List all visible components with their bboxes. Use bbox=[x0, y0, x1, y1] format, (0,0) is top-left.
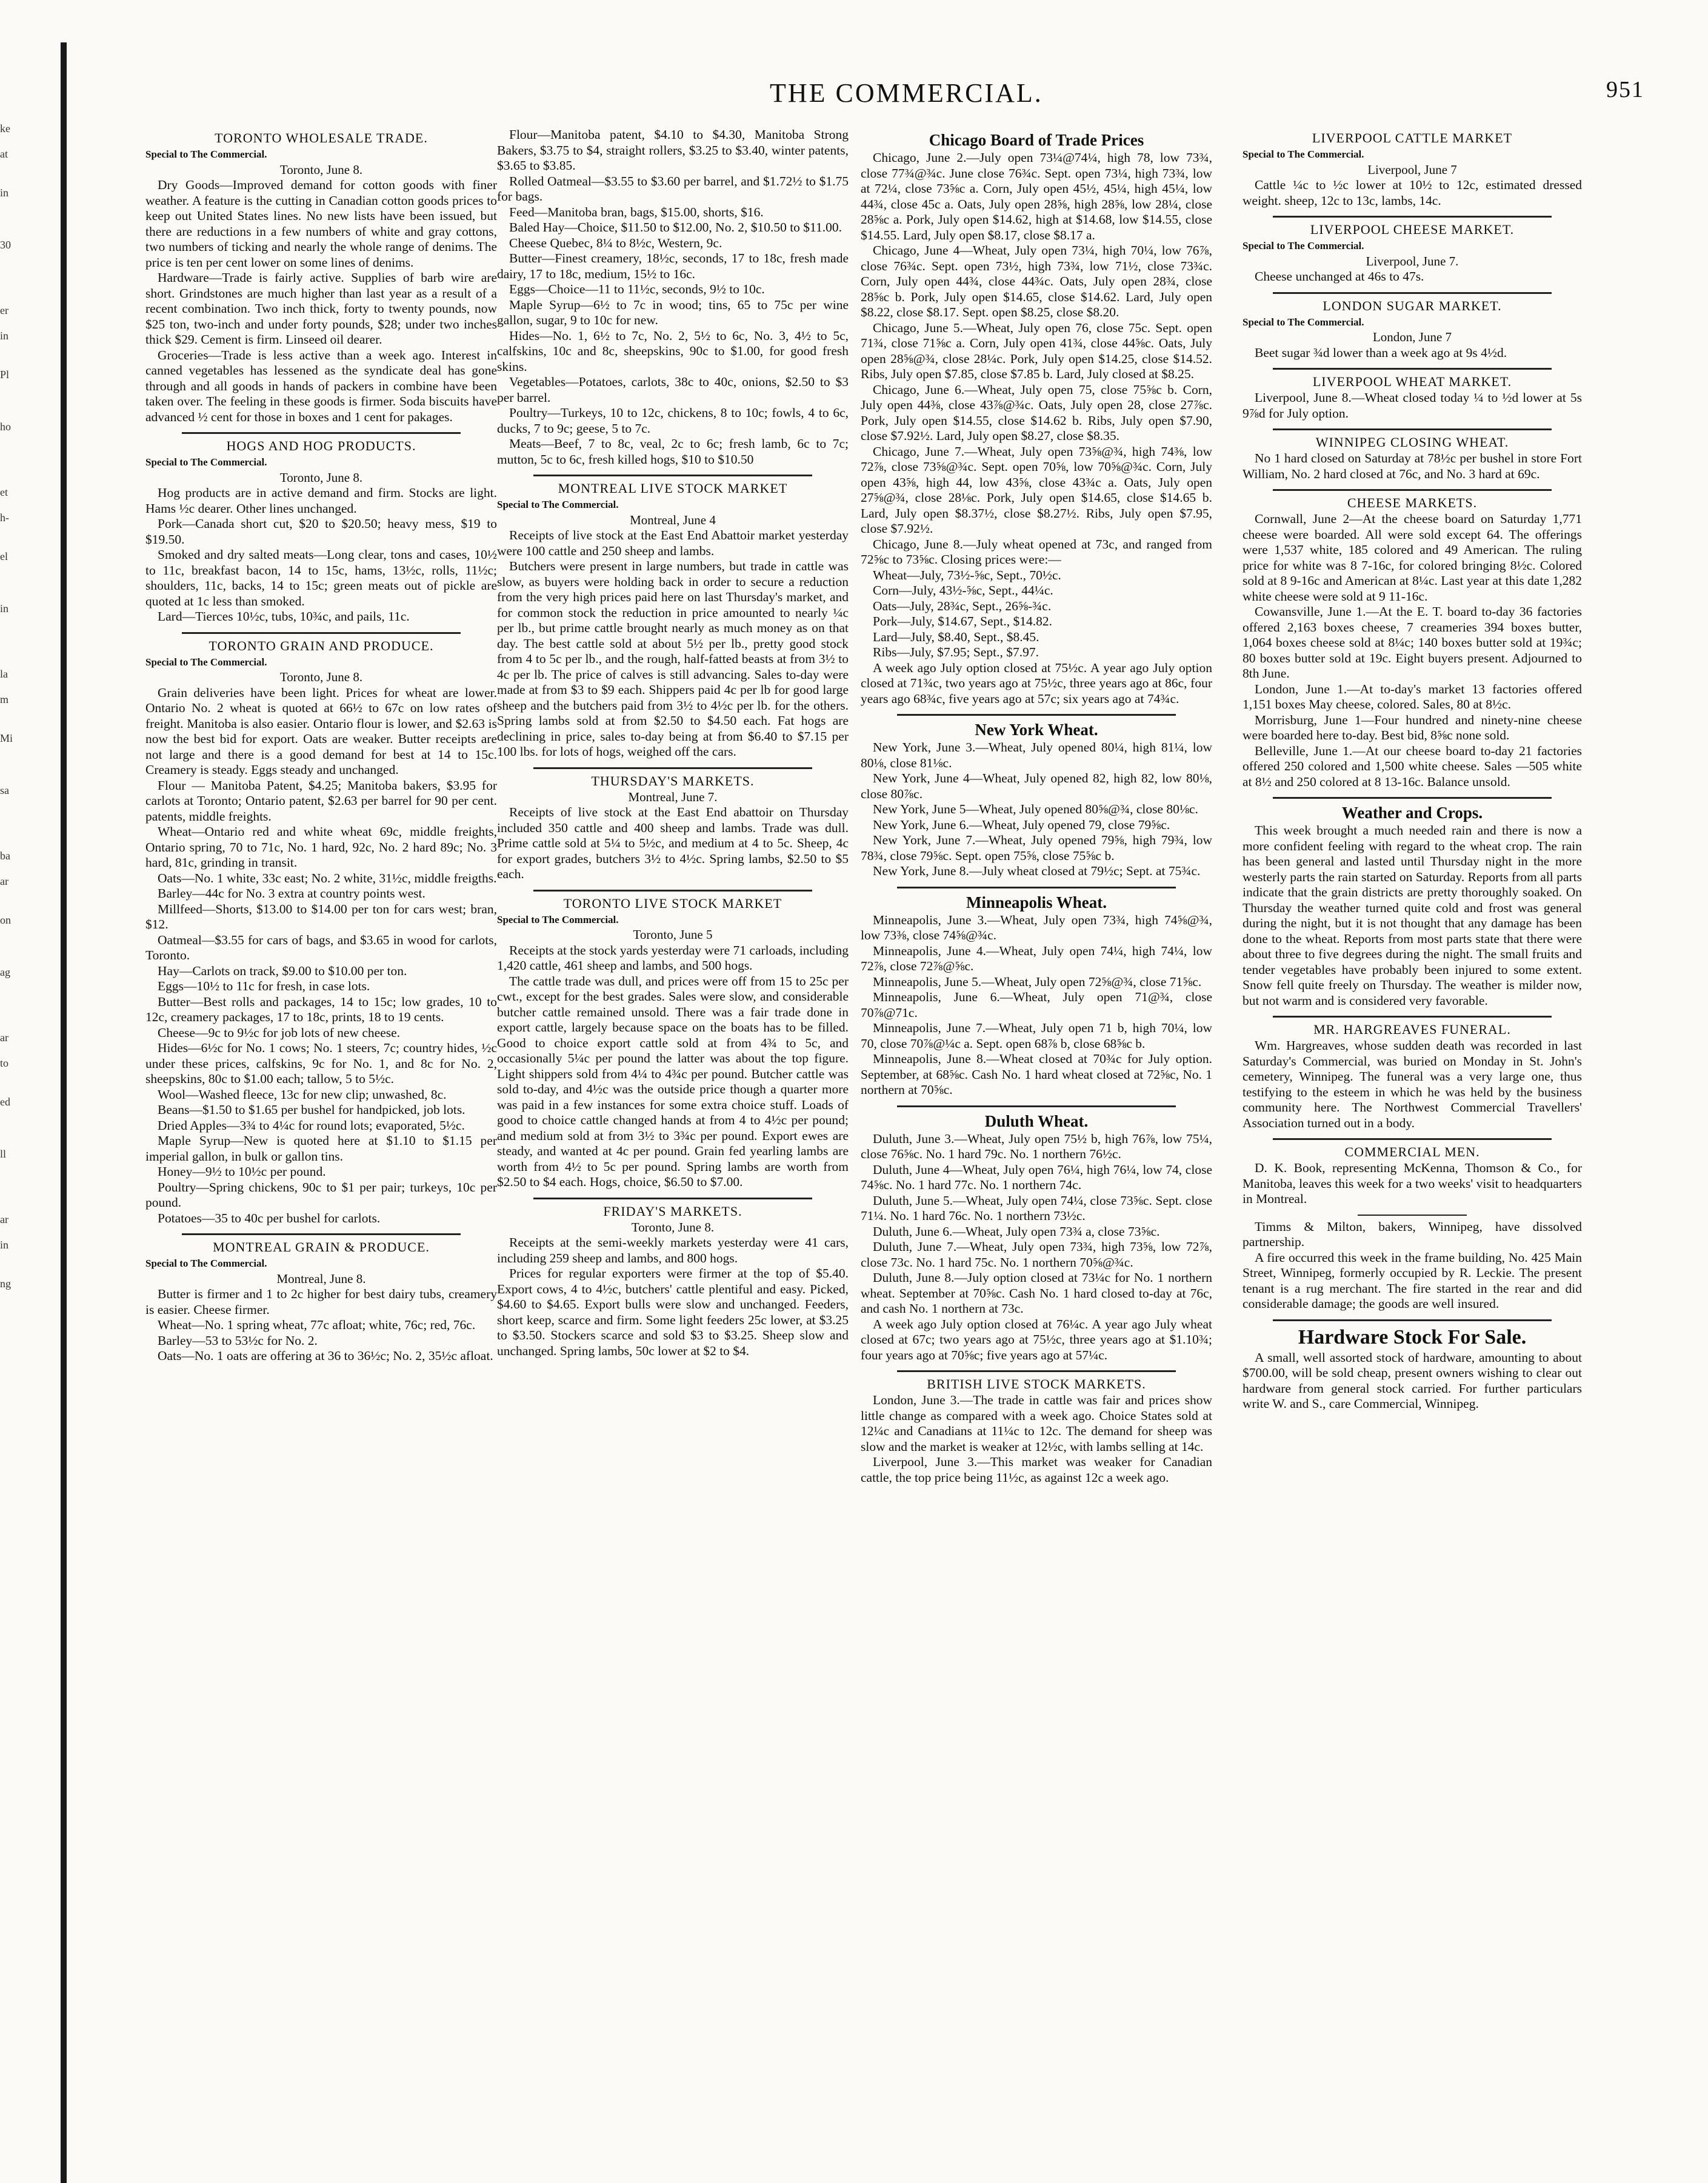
article-paragraph: No 1 hard closed on Saturday at 78½c per bushel in store Fort William, No. 2 hard closed at 76c, and No. 3 hard at 69c. bbox=[1243, 451, 1582, 481]
section-divider bbox=[1273, 292, 1552, 294]
article-byline: Special to The Commercial. bbox=[497, 499, 619, 510]
section-divider bbox=[1273, 216, 1552, 218]
article-paragraph: Butchers were present in large numbers, but trade in cattle was slow, as buyers were holding back in order to secure a reduction from the very high prices paid here on last Thursday's market, and for common stock the reduction in price amounted to nearly ¼c per lb., but prime cattle brought nearly as much money as on that day. The best cattle sold at about 5½ per lb., pretty good stock from 4 to 5c per lb., and the rough, half-fatted beasts at from 3½ to 4c per lb. The price of calves is still advancing. Sales to-day were made at from $3 to $9 each. Shippers paid 4c per lb for good large sheep and the butchers paid from 3½ to 4½c per lb. for the others. Spring lambs sold at from $2.50 to $4.50 each. Fat hogs are declining in price, sales to-day being at from $6.40 to $7.15 per 100 lbs. for lots of hogs, weighed off the cars. bbox=[497, 559, 849, 759]
section-divider bbox=[897, 887, 1176, 888]
article-paragraph: Chicago, June 6.—Wheat, July open 75, close 75⅝c b. Corn, July open 44⅜, close 43⅞@¾c. Oats, July open 28, close 27⅞c. Pork, July open $14.55, close $14.62 b. Ribs, July open $7.90, close $7.92½. Lard, July open $8.27, close $8.35. bbox=[861, 382, 1212, 443]
article-paragraph: Wheat—No. 1 spring wheat, 77c afloat; white, 76c; red, 76c. bbox=[158, 1318, 476, 1332]
article-dateline: Montreal, June 8. bbox=[276, 1271, 366, 1286]
article-dateline: London, June 7 bbox=[1372, 330, 1452, 344]
article-dateline: Montreal, June 4 bbox=[630, 512, 716, 527]
section-divider bbox=[182, 632, 461, 634]
article bbox=[861, 887, 1212, 1098]
article-paragraph: Butter—Finest creamery, 18½c, seconds, 17 to 18c, fresh made dairy, 17 to 18c, medium, 15½ to 16c. bbox=[497, 251, 849, 281]
article-paragraph: Cheese unchanged at 46s to 47s. bbox=[1255, 269, 1424, 284]
article bbox=[145, 432, 497, 625]
article-dateline: Toronto, June 5 bbox=[633, 927, 713, 942]
article-paragraph: Corn—July, 43½-⅝c, Sept., 44¼c. bbox=[873, 583, 1053, 598]
article-paragraph: Honey—9½ to 10½c per pound. bbox=[158, 1164, 326, 1179]
article-headline: New York Wheat. bbox=[975, 721, 1098, 739]
article bbox=[1243, 1016, 1582, 1131]
article-paragraph: Rolled Oatmeal—$3.55 to $3.60 per barrel, and $1.72½ to $1.75 for bags. bbox=[497, 173, 849, 204]
article-paragraph: New York, June 4—Wheat, July opened 82, high 82, low 80⅛, close 80⅞c. bbox=[861, 771, 1212, 801]
article-paragraph: Timms & Milton, bakers, Winnipeg, have dissolved partnership. bbox=[1243, 1219, 1582, 1249]
article bbox=[497, 890, 849, 1190]
article bbox=[1243, 489, 1582, 790]
article-paragraph: Chicago, June 5.—Wheat, July open 76, close 75c. Sept. open 71¾, close 71⅝c a. Corn, July open 41¾, close 44⅝c. Oats, July open 28⅝@¾, close 28¼c. Pork, July open $14.25, close $14.52. Ribs, July open $7.85, close $7.85 b. Lard, July closed at $8.25. bbox=[861, 320, 1212, 381]
article-paragraph: London, June 3.—The trade in cattle was fair and prices show little change as compared with a week ago. Choice States sold at 12¼c and Canadians at 11¼c to 12c. The demand for sheep was slow and the market is weaker at 12½c, with lambs selling at 14c. bbox=[861, 1393, 1212, 1454]
article bbox=[1243, 216, 1582, 285]
article-paragraph: London, June 1.—At to-day's market 13 factories offered 1,151 boxes May cheese, colored. Sales, 80 at 8½c. bbox=[1243, 681, 1582, 712]
article-paragraph: Cattle ¼c to ½c lower at 10½ to 12c, estimated dressed weight. sheep, 12c to 13c, lambs, 14c. bbox=[1243, 178, 1582, 208]
section-divider bbox=[533, 890, 812, 892]
article-paragraph: Oats—No. 1 white, 33c east; No. 2 white, 31½c, middle freigths. bbox=[158, 870, 497, 885]
article-paragraph: Dry Goods—Improved demand for cotton goods with finer weather. A feature is the cutting in Canadian cotton goods prices to keep out United States lines. No new lists have been issued, but there are reductions in a few numbers of white and gray cottons, two numbers of ticking and nearly the whole range of denims. The price is ten per cent lower on some lines of denims. bbox=[145, 178, 497, 270]
article-headline: Chicago Board of Trade Prices bbox=[929, 131, 1144, 149]
article bbox=[145, 632, 497, 1227]
article-headline: Minneapolis Wheat. bbox=[966, 893, 1107, 912]
gutter-fragment: in bbox=[0, 330, 9, 342]
article-paragraph: Wheat—July, 73½-⅝c, Sept., 70½c. bbox=[873, 567, 1061, 582]
article-headline: Weather and Crops. bbox=[1341, 804, 1483, 822]
article-paragraph: Minneapolis, June 4.—Wheat, July open 74¼, high 74¼, low 72⅞, close 72⅞@⅝c. bbox=[861, 943, 1212, 973]
article-paragraph: Morrisburg, June 1—Four hundred and ninety-nine cheese were boarded here to-day. Best bid, 8⅝c none sold. bbox=[1243, 712, 1582, 742]
article-paragraph: Chicago, June 8.—July wheat opened at 73c, and ranged from 72⅝c to 73⅝c. Closing prices were:— bbox=[861, 536, 1212, 567]
article-paragraph: Liverpool, June 3.—This market was weaker for Canadian cattle, the top price being 11½c, as against 12c a week ago. bbox=[861, 1455, 1212, 1485]
section-divider bbox=[1358, 1215, 1467, 1216]
article-paragraph: Minneapolis, June 3.—Wheat, July open 73¾, high 74⅝@¾, low 73⅜, close 74⅝@¾c. bbox=[861, 912, 1212, 942]
article bbox=[1243, 1138, 1582, 1207]
gutter-fragment: ll bbox=[0, 1148, 7, 1160]
article-paragraph: Maple Syrup—6½ to 7c in wood; tins, 65 to 75c per wine gallon, sugar, 9 to 10c for new. bbox=[497, 297, 849, 327]
article-headline: LIVERPOOL CATTLE MARKET bbox=[1312, 130, 1513, 145]
article-paragraph: A fire occurred this week in the frame building, No. 425 Main Street, Winnipeg, formerly occupied by R. Leckie. The present tenant is a rug merchant. The fire started in the rear and did considerable damage; the goods are well insured. bbox=[1243, 1250, 1582, 1311]
article-paragraph: Duluth, June 5.—Wheat, July open 74¼, close 73⅝c. Sept. close 71¼. No. 1 hard 76c. No. 1 northern 73½c. bbox=[861, 1193, 1212, 1223]
gutter-fragment: m bbox=[0, 693, 9, 705]
article-paragraph: Hay—Carlots on track, $9.00 to $10.00 per ton. bbox=[158, 963, 407, 978]
article bbox=[497, 475, 849, 760]
article-paragraph: Receipts at the stock yards yesterday were 71 carloads, including 1,420 cattle, 461 sheep and lambs, and 500 hogs. bbox=[497, 942, 849, 973]
article-paragraph: Liverpool, June 8.—Wheat closed today ¼ to ½d lower at 5s 9⅞d for July option. bbox=[1243, 390, 1582, 421]
article-byline: Special to The Commercial. bbox=[1243, 148, 1364, 160]
article bbox=[497, 127, 849, 467]
article bbox=[497, 767, 849, 882]
article-headline: WINNIPEG CLOSING WHEAT. bbox=[1315, 435, 1509, 450]
article bbox=[1243, 428, 1582, 482]
gutter-fragment: on bbox=[0, 914, 11, 926]
gutter-fragment: Mi bbox=[0, 732, 13, 744]
article-headline: Hardware Stock For Sale. bbox=[1298, 1325, 1527, 1348]
gutter-fragment: ar bbox=[0, 875, 8, 887]
article-headline: TORONTO GRAIN AND PRODUCE. bbox=[208, 638, 434, 653]
gutter-fragment: in bbox=[0, 1239, 9, 1251]
adjacent-page-fragment bbox=[0, 121, 121, 2182]
article-paragraph: Dried Apples—3¾ to 4¼c for round lots; evaporated, 5½c. bbox=[158, 1118, 465, 1133]
article-dateline: Toronto, June 8. bbox=[279, 670, 363, 684]
article-headline: MONTREAL LIVE STOCK MARKET bbox=[558, 481, 788, 496]
article-headline: LIVERPOOL CHEESE MARKET. bbox=[1310, 222, 1515, 237]
gutter-fragment: ed bbox=[0, 1096, 10, 1108]
article-paragraph: Maple Syrup—New is quoted here at $1.10 to $1.15 per imperial gallon, in bulk or gallon tins. bbox=[145, 1133, 497, 1164]
gutter-fragment: ho bbox=[0, 421, 11, 433]
section-divider bbox=[533, 475, 812, 476]
article-paragraph: Feed—Manitoba bran, bags, $15.00, shorts, $16. bbox=[509, 204, 764, 219]
article-headline: Duluth Wheat. bbox=[984, 1111, 1089, 1130]
article-headline: TORONTO WHOLESALE TRADE. bbox=[215, 130, 428, 145]
gutter-fragment: ba bbox=[0, 850, 10, 862]
article-paragraph: Potatoes—35 to 40c per bushel for carlots. bbox=[158, 1210, 381, 1225]
article-paragraph: Flour—Manitoba patent, $4.10 to $4.30, Manitoba Strong Bakers, $3.75 to $4, straight rollers, $3.25 to $3.40, winter patents, $3.65 to $3.85. bbox=[497, 127, 849, 173]
article-headline: LIVERPOOL WHEAT MARKET. bbox=[1312, 374, 1512, 389]
article-paragraph: Receipts of live stock at the East End Abattoir market yesterday were 100 cattle and 250 sheep and lambs. bbox=[497, 528, 849, 558]
article-dateline: Toronto, June 8. bbox=[279, 162, 363, 177]
gutter-fragment: in bbox=[0, 187, 9, 199]
article-paragraph: Poultry—Turkeys, 10 to 12c, chickens, 8 to 10c; fowls, 4 to 6c, ducks, 7 to 9c; geese, 5 to 7c. bbox=[497, 405, 849, 436]
section-divider bbox=[1273, 1319, 1552, 1321]
gutter-fragment: la bbox=[0, 668, 8, 680]
article-paragraph: Butter—Best rolls and packages, 14 to 15c; low grades, 10 to 12c, creamery packages, 17 to 18c, prints, 18 to 19 cents. bbox=[145, 994, 497, 1024]
article-headline: MONTREAL GRAIN & PRODUCE. bbox=[213, 1239, 430, 1255]
article-paragraph: The cattle trade was dull, and prices were off from 15 to 25c per cwt., except for the best grades. Sales were slow, and considerable butcher cattle remained unsold. There was a fair trade done in export cattle, largely because space on the boats has to be filled. Good to choice export cattle sold at from 4¾ to 5c, and occasionally 5¼c per pound the latter was about the top figure. Light shippers sold from 4¼ to 4¾c per pound. Butcher cattle was sold to-day, and 4½c was the outside price though a quarter more was paid in a few instances for some extra choice stuff. Loads of good to choice cattle changed hands at from 4 to 4½c per pound; and medium sold at from 3½ to 3¾c per pound. Export ewes are steady, and wanted at 4c per pound. Grain fed yearling lambs are worth from 4½ to 5c per pound. Spring lambs are worth from $2.50 to $4 each. Hogs, choice, $6.50 to $7.00. bbox=[497, 973, 849, 1189]
article-paragraph: Cheese Quebec, 8¼ to 8½c, Western, 9c. bbox=[509, 235, 722, 250]
article-paragraph: Belleville, June 1.—At our cheese board to-day 21 factories offered 250 colored and 1,500 white cheese. Sales —505 white at 8½ and 250 colored at 8 13-16c. Balance unsold. bbox=[1243, 743, 1582, 789]
article-paragraph: Cheese—9c to 9½c for job lots of new cheese. bbox=[158, 1025, 401, 1040]
article-headline: HOGS AND HOG PRODUCTS. bbox=[226, 438, 416, 453]
article-paragraph: Beans—$1.50 to $1.65 per bushel for handpicked, job lots. bbox=[158, 1102, 465, 1117]
article-paragraph: Duluth, June 8.—July option closed at 73¼c for No. 1 northern wheat. September at 70⅝c. Cash No. 1 hard closed to-day at 76c, and cash No. 1 northern at 73c. bbox=[861, 1270, 1212, 1316]
section-divider bbox=[897, 714, 1176, 716]
article-paragraph: Minneapolis, June 8.—Wheat closed at 70¾c for July option. September, at 68⅝c. Cash No. 1 hard wheat closed at 72⅝c, No. 1 northern at 70⅝c. bbox=[861, 1052, 1212, 1097]
article-headline: BRITISH LIVE STOCK MARKETS. bbox=[927, 1376, 1146, 1391]
article-byline: Special to The Commercial. bbox=[145, 456, 267, 468]
article-dateline: Toronto, June 8. bbox=[631, 1219, 715, 1235]
section-divider bbox=[1273, 489, 1552, 491]
gutter-fragment: ke bbox=[0, 122, 10, 135]
gutter-fragment: et bbox=[0, 486, 8, 498]
article-headline: TORONTO LIVE STOCK MARKET bbox=[563, 895, 782, 911]
article-paragraph: Baled Hay—Choice, $11.50 to $12.00, No. 2, $10.50 to $11.00. bbox=[509, 220, 842, 235]
article bbox=[145, 1233, 497, 1364]
section-divider bbox=[1273, 1016, 1552, 1018]
article-headline: COMMERCIAL MEN. bbox=[1344, 1144, 1480, 1159]
article-paragraph: Duluth, June 3.—Wheat, July open 75½ b, high 76⅞, low 75¼, close 76⅝c. No. 1 hard 79c. No. 1 northern 76½c. bbox=[861, 1131, 1212, 1161]
article-paragraph: Flour — Manitoba Patent, $4.25; Manitoba bakers, $3.95 for carlots at Toronto; Ontario patent, $2.63 per barrel for 90 per cent. patents, middle freights. bbox=[145, 778, 497, 824]
section-divider bbox=[897, 1370, 1176, 1372]
gutter-fragment: ar bbox=[0, 1032, 8, 1044]
article-headline: LONDON SUGAR MARKET. bbox=[1323, 298, 1502, 313]
article-paragraph: Barley—53 to 53½c for No. 2. bbox=[158, 1333, 318, 1348]
article-byline: Special to The Commercial. bbox=[1243, 316, 1364, 328]
article-paragraph: Chicago, June 2.—July open 73¼@74¼, high 78, low 73¾, close 77¾@¾c. June close 76¾c. Sept. open 73¼, high 73¾, low at 72¼, close 73⅝c a. Corn, July open 45½, 45¼, high 45¼, low 44¾, close 45c a. Oats, July open 28⅝, high 28⅝, low 28¼, close 28⅝c a. Pork, July open $14.62, high at $14.68, low $14.55, close $14.55. Lard, July open $8.17, close $8.17 a. bbox=[861, 150, 1212, 242]
article-paragraph: Hog products are in active demand and firm. Stocks are light. Hams ½c dearer. Other lines unchanged. bbox=[145, 485, 497, 516]
article-paragraph: Wm. Hargreaves, whose sudden death was recorded in last Saturday's Commercial, was buried on Monday in St. John's cemetery, Winnipeg. The funeral was a very large one, thus testifying to the esteem in which he was held by the business community here. The Northwest Commercial Travellers' Association turned out in a body. bbox=[1243, 1038, 1582, 1130]
article-paragraph: Chicago, June 4—Wheat, July open 73¼, high 70¼, low 76⅞, close 76¾c. Sept. open 73½, high 73¾, low 71½, close 73¾c. Corn, July open 44¾, close 44¾c. Oats, July open 28¾, close 28⅝c b. Pork, July open $14.65, close $14.62. Lard, July open $8.22, close $8.17. Sept. open $8.25, close $8.20. bbox=[861, 243, 1212, 319]
article-paragraph: D. K. Book, representing McKenna, Thomson & Co., for Manitoba, leaves this week for a two weeks' visit to headquarters in Montreal. bbox=[1243, 1161, 1582, 1206]
article-paragraph: Ribs—July, $7.95; Sept., $7.97. bbox=[873, 645, 1039, 659]
article-paragraph: Oatmeal—$3.55 for cars of bags, and $3.65 in wood for carlots, Toronto. bbox=[145, 932, 497, 962]
gutter-fragment: to bbox=[0, 1057, 9, 1069]
section-divider bbox=[1273, 797, 1552, 799]
page-header bbox=[42, 0, 1708, 121]
article-paragraph: A week ago July option closed at 76¼c. A year ago July wheat closed at 67c; two years ago at 75½c, three years ago at $1.10¾; four years ago at 70⅝c; five years ago at 57¼c. bbox=[861, 1316, 1212, 1362]
article-byline: Special to The Commercial. bbox=[497, 913, 619, 925]
article-paragraph: Cowansville, June 1.—At the E. T. board to-day 36 factories offered 2,163 boxes cheese, 7 creameries 394 boxes butter, 1,064 boxes cheese sold at 8¼c; 140 boxes butter sold at 19¾c; 80 boxes butter sold at 19c. Eight buyers present. Adjourned to 8th June. bbox=[1243, 604, 1582, 681]
section-divider bbox=[897, 1105, 1176, 1107]
article-paragraph: Poultry—Spring chickens, 90c to $1 per pair; turkeys, 10c per pound. bbox=[145, 1179, 497, 1210]
gutter-fragment: ag bbox=[0, 966, 10, 978]
article-paragraph: Duluth, June 6.—Wheat, July open 73¾ a, close 73⅝c. bbox=[873, 1224, 1160, 1239]
article-headline: CHEESE MARKETS. bbox=[1347, 495, 1478, 510]
article-paragraph: Pork—July, $14.67, Sept., $14.82. bbox=[873, 614, 1053, 628]
article-paragraph: Hides—6½c for No. 1 cows; No. 1 steers, 7c; country hides, ½c under these prices, calfskins, 9c for No. 1, and 8c for No. 2, sheepskins, 80c to $1.00 each; tallow, 5 to 5½c. bbox=[145, 1041, 497, 1086]
article-paragraph: Wheat—Ontario red and white wheat 69c, middle freights, Ontario spring, 70 to 71c, No. 1 hard, 92c, No. 2 hard 89c; No. 3 hard, 81c, grinding in transit. bbox=[145, 824, 497, 870]
section-divider bbox=[182, 432, 461, 434]
article-byline: Special to The Commercial. bbox=[1243, 240, 1364, 252]
column-4 bbox=[1243, 127, 1582, 2170]
section-divider bbox=[1273, 1138, 1552, 1140]
article-byline: Special to The Commercial. bbox=[145, 656, 267, 668]
gutter-fragment: at bbox=[0, 148, 8, 160]
article-paragraph: Receipts at the semi-weekly markets yesterday were 41 cars, including 259 sheep and lambs, and 800 hogs. bbox=[497, 1235, 849, 1265]
article-paragraph: New York, June 6.—Wheat, July opened 79, close 79⅝c. bbox=[873, 817, 1170, 832]
gutter-fragment: el bbox=[0, 550, 8, 562]
article-paragraph: New York, June 7.—Wheat, July opened 79⅝, high 79¾, low 78¾, close 79⅝c. Sept. open 75⅝, close 75⅝c b. bbox=[861, 833, 1212, 863]
gutter-fragment: in bbox=[0, 602, 9, 615]
column-1 bbox=[145, 127, 497, 2170]
article-dateline: Liverpool, June 7 bbox=[1367, 162, 1457, 177]
section-divider bbox=[533, 767, 812, 769]
article-byline: Special to The Commercial. bbox=[145, 148, 267, 160]
article-paragraph: Oats—July, 28¾c, Sept., 26⅝-¾c. bbox=[873, 598, 1052, 613]
article-paragraph: Chicago, June 7.—Wheat, July open 73⅝@¾, high 74⅜, low 72⅞, close 73⅝@¾c. Sept. open 70⅝, low 70⅝@¾c. Corn, July open 43⅝, high 44, low 43⅝, close 43¾c a. Oats, July open 27⅝@¾, close 28⅛c. Pork, July open $14.65, close $14.65 b. Lard, July open $8.37½, close $8.27½. Ribs, July open $7.95, close $7.92½. bbox=[861, 444, 1212, 536]
article-paragraph: Millfeed—Shorts, $13.00 to $14.00 per ton for cars west; bran, $12. bbox=[145, 901, 497, 932]
gutter-fragment: ng bbox=[0, 1278, 11, 1290]
article bbox=[861, 130, 1212, 707]
article bbox=[1243, 292, 1582, 361]
article-paragraph: Hides—No. 1, 6½ to 7c, No. 2, 5½ to 6c, No. 3, 4½ to 5c, calfskins, 10c and 8c, sheepskins, 90c to $1.00, for good fresh skins. bbox=[497, 328, 849, 374]
article bbox=[861, 714, 1212, 879]
article-paragraph: Duluth, June 4—Wheat, July open 76¼, high 76¼, low 74, close 74⅝c. No. 1 hard 77c. No. 1 northern 74c. bbox=[861, 1162, 1212, 1192]
article-paragraph: Receipts of live stock at the East End abattoir on Thursday included 350 cattle and 400 sheep and lambs. Trade was dull. Prime cattle sold at 5¼ to 5½c, and medium at 4 to 5c. Sheep, 4c for export grades, butchers 3½ to 4½c. Spring lambs, $2.50 to $5 each. bbox=[497, 805, 849, 881]
gutter-fragment: er bbox=[0, 304, 8, 316]
article-paragraph: Wool—Washed fleece, 13c for new clip; unwashed, 8c. bbox=[158, 1087, 447, 1102]
article-dateline: Liverpool, June 7. bbox=[1366, 253, 1459, 268]
column-3 bbox=[861, 127, 1212, 2170]
article-paragraph: Eggs—Choice—11 to 11½c, seconds, 9½ to 10c. bbox=[509, 282, 765, 296]
article-paragraph: New York, June 8.—July wheat closed at 79½c; Sept. at 75¾c. bbox=[873, 864, 1201, 878]
article-headline: MR. HARGREAVES FUNERAL. bbox=[1313, 1022, 1511, 1037]
article-paragraph: Cornwall, June 2—At the cheese board on Saturday 1,771 cheese were boarded. All were sold except 64. The offerings were 1,537 white, 185 colored and 49 American. The ruling price for white was 8 7-16c, for colored bringing 8½c. Colored sold at 8 9-16c and American at 8¼c. Last year at this date 1,282 white cheese were sold at 9 11-16c. bbox=[1243, 512, 1582, 604]
article-paragraph: A small, well assorted stock of hardware, amounting to about $700.00, will be sold cheap, present owners wishing to clear out hardware from general stock carried. For further particulars write W. and S., care Commercial, Winnipeg. bbox=[1243, 1350, 1582, 1411]
article bbox=[145, 130, 497, 425]
article-paragraph: Minneapolis, June 6.—Wheat, July open 71@¾, close 70⅞@71c. bbox=[861, 990, 1212, 1020]
article-paragraph: Meats—Beef, 7 to 8c, veal, 2c to 6c; fresh lamb, 6c to 7c; mutton, 5c to 6c, fresh killed hogs, $10 to $10.50 bbox=[497, 436, 849, 467]
article-dateline: Montreal, June 7. bbox=[628, 789, 718, 804]
article-paragraph: Minneapolis, June 5.—Wheat, July open 72⅝@¾, close 71⅝c. bbox=[873, 974, 1202, 989]
gutter-fragment: Pl bbox=[0, 368, 10, 381]
section-divider bbox=[1273, 428, 1552, 430]
article-headline: THURSDAY'S MARKETS. bbox=[591, 773, 755, 788]
section-divider bbox=[533, 1198, 812, 1199]
article-paragraph: Oats—No. 1 oats are offering at 36 to 36½c; No. 2, 35½c afloat. bbox=[158, 1348, 493, 1363]
article bbox=[1243, 130, 1582, 208]
column-2 bbox=[497, 127, 849, 2170]
article-paragraph: Vegetables—Potatoes, carlots, 38c to 40c, onions, $2.50 to $3 per barrel. bbox=[497, 375, 849, 405]
newspaper-title: THE COMMERCIAL. bbox=[770, 78, 1043, 108]
gutter-fragment: h- bbox=[0, 512, 9, 524]
article-headline: FRIDAY'S MARKETS. bbox=[603, 1203, 742, 1219]
article-paragraph: New York, June 3.—Wheat, July opened 80¼, high 81¼, low 80⅛, close 81⅛c. bbox=[861, 740, 1212, 770]
article-paragraph: Smoked and dry salted meats—Long clear, tons and cases, 10½ to 11c, breakfast bacon, 14 to 15c, hams, 13½c, rolls, 11½c; shoulders, 11c, backs, 14 to 15c; green meats out of pickle are quoted at 1c less than smoked. bbox=[145, 547, 497, 608]
page-number: 951 bbox=[1606, 77, 1644, 102]
article bbox=[1243, 368, 1582, 421]
article-paragraph: Barley—44c for No. 3 extra at country points west. bbox=[158, 886, 425, 901]
article-paragraph: Groceries—Trade is less active than a week ago. Interest in canned vegetables has lessened as the syndicate deal has gone through and all goods in hands of packers in combine have been taken over. The feeling in these goods is firmer. Soda biscuits have advanced ½ cent for those in boxes and 1 cent for pakages. bbox=[145, 347, 497, 424]
article-paragraph: This week brought a much needed rain and there is now a more confident feeling with regard to the wheat crop. The rain has been general and lasted until Thursday night in the more westerly parts the rain started on Saturday. Reports from all parts indicate that the grain districts are pretty thoroughly soaked. On Thursday the weather turned quite cold and frost was general during the night, but it is not thought that any damage has been done to the wheat. Reports from most parts state that there were about three to five degrees during the night. The small fruits and tender vegetables have probably been injured to some extent. Snow fell quite freely on Thursday. The weather is milder now, but not warm and is considered very favorable. bbox=[1243, 823, 1582, 1008]
section-divider bbox=[182, 1233, 461, 1235]
article bbox=[1243, 1215, 1582, 1312]
article-paragraph: Eggs—10½ to 11c for fresh, in case lots. bbox=[158, 979, 370, 993]
article bbox=[861, 1105, 1212, 1364]
section-divider bbox=[1273, 368, 1552, 370]
article-paragraph: New York, June 5—Wheat, July opened 80⅝@¾, close 80⅛c. bbox=[873, 802, 1198, 816]
gutter-fragment: sa bbox=[0, 784, 9, 796]
article-paragraph: Hardware—Trade is fairly active. Supplies of barb wire are short. Grindstones are much higher than last year as a result of a recent combination. Two inch thick, forty to twenty pounds, now $25 ton, two-inch and under forty pounds, $28; under two inches thick $29. Cement is firm. Linseed oil dearer. bbox=[145, 270, 497, 347]
article-paragraph: Prices for regular exporters were firmer at the top of $5.40. Export cows, 4 to 4½c, butchers' cattle plentiful and easy. Picked, $4.60 to $4.65. Export bulls were slow and unchanged. Feeders, short keep, scarce and firm. Some light feeders 25c lower, at $3.25 to $3.50. Stockers scarce and sold $3 to $3.25. Sheep slow and unchanged. Spring lambs, 50c lower at $2 to $4. bbox=[497, 1266, 849, 1358]
gutter-fragment: ar bbox=[0, 1213, 8, 1225]
article-dateline: Toronto, June 8. bbox=[279, 470, 363, 485]
article-paragraph: Lard—Tierces 10½c, tubs, 10¾c, and pails, 11c. bbox=[158, 609, 410, 624]
article bbox=[1243, 797, 1582, 1008]
gutter-fragment: 30 bbox=[0, 239, 11, 251]
article-paragraph: Butter is firmer and 1 to 2c higher for best dairy tubs, creamery is easier. Cheese firmer. bbox=[145, 1287, 497, 1317]
article bbox=[497, 1198, 849, 1359]
article-paragraph: Beet sugar ¾d lower than a week ago at 9s 4½d. bbox=[1255, 345, 1507, 360]
article-paragraph: A week ago July option closed at 75½c. A year ago July option closed at 71¾c, two years ago at 75½c, three years ago at 86c, four years ago 68¾c, five years ago at 57c; six years ago at 74¾c. bbox=[861, 660, 1212, 706]
article-byline: Special to The Commercial. bbox=[145, 1258, 267, 1269]
article-paragraph: Minneapolis, June 7.—Wheat, July open 71 b, high 70¼, low 70, close 70⅞@¼c a. Sept. open 68⅞ b, close 68⅝c b. bbox=[861, 1021, 1212, 1051]
article-paragraph: Grain deliveries have been light. Prices for wheat are lower. Ontario No. 2 wheat is quoted at 66½ to 67c on low rates of freight. Manitoba is also easier. Ontario flour is lower, and $2.63 is now the best bid for export. Oats are weaker. Butter receipts are not large and there is a good demand for best at 14 to 15c. Creamery is steady. Eggs steady and unchanged. bbox=[145, 685, 497, 777]
article bbox=[861, 1370, 1212, 1485]
article bbox=[1243, 1319, 1582, 1412]
article-paragraph: Duluth, June 7.—Wheat, July open 73¾, high 73⅝, low 72⅞, close 73c. No. 1 hard 75c. No. 1 northern 70⅝@¾c. bbox=[861, 1239, 1212, 1270]
article-paragraph: Lard—July, $8.40, Sept., $8.45. bbox=[873, 629, 1039, 644]
article-paragraph: Pork—Canada short cut, $20 to $20.50; heavy mess, $19 to $19.50. bbox=[145, 516, 497, 547]
